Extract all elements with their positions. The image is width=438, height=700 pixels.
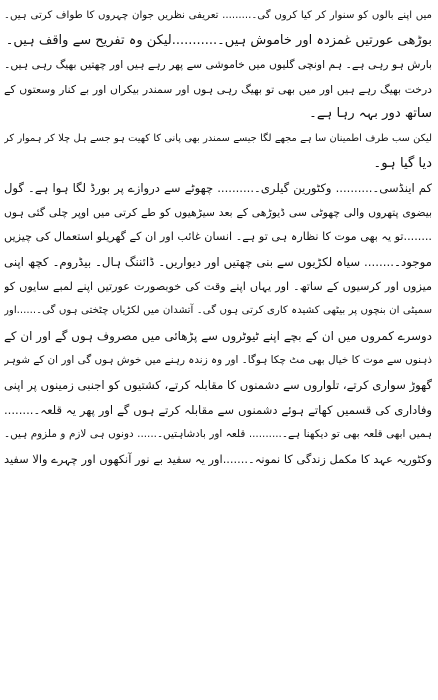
text-line: وفاداری کی قسمیں کھاتے ہوئے دشمنوں سے مقابلہ کرتے ہوں گے اور پھر یہ قلعہ۔........ <box>4 402 432 417</box>
text-line: ذہنوں سے موت کا خیال بھی مٹ چکا ہوگا۔ اور وہ زندہ رہنے میں خوش ہوں گی اور ان کے شوہر <box>4 354 432 367</box>
text-line: لیکن سب طرف اطمینان سا ہے مجھے لگا جیسے سمندر بھی پانی کا کھیت ہو جسے ہل چلا کر ہموار کر <box>4 132 432 144</box>
text-line: ہمیں ابھی قلعہ بھی تو دیکھنا ہے۔.......... قلعہ اور بادشاہتیں۔...... دونوں ہی لازم و ملزوم ہیں۔ <box>4 428 432 441</box>
text-line: دوسرے کمروں میں ان کے بچے اپنے ٹیوٹروں سے پڑھائی میں مصروف ہوں گے اور ان کے <box>4 328 432 343</box>
text-line: گھوڑ سواری کرتے، تلواروں سے دشمنوں کا مقابلہ کرتے، کشتیوں کو اجنبی زمینوں پر اپنی <box>4 377 432 392</box>
text-line: میں اپنے بالوں کو سنوار کر کیا کروں گی۔......... تعریفی نظریں جوان چہروں کا طواف کرتی ہیں۔ <box>4 10 432 21</box>
text-line: موجود۔........ سیاہ لکڑیوں سے بنی چھتیں اور دیواریں۔ ڈائننگ ہال۔ بیڈروم۔ کچھ اپنی <box>4 254 432 269</box>
text-line: دیا گیا ہو۔ <box>373 155 432 171</box>
text-line: بارش ہو رہی ہے۔ ہم اونچی گلیوں میں خاموشی سے پھر رہے ہیں اور چھتیں بھیگ رہی ہیں۔ <box>4 58 432 72</box>
text-line: میزوں اور کرسیوں کے ساتھ۔ اور یہاں اپنے وقت کی خوبصورت عورتیں اپنے لمبے سایوں کو <box>4 279 432 293</box>
text-line: ساتھ دور بہہ رہا ہے۔ <box>309 106 432 122</box>
text-line: وکٹوریہ عہد کا مکمل زندگی کا نمونہ۔.......اور یہ سفید بے نور آنکھوں اور چہرے والا سفید <box>4 451 432 466</box>
text-line: ........تو یہ بھی موت کا نظارہ ہی تو ہے۔ انسان غائب اور ان کے گھریلو استعمال کی چیزیں <box>4 230 432 244</box>
text-line: بوڑھی عورتیں غمزدہ اور خاموش ہیں۔...........لیکن وہ تفریح سے واقف ہیں۔ <box>5 32 432 48</box>
text-line: بیضوی پتھروں والی چھوٹی سی ڈیوڑھی کے بعد سیڑھیوں کو طے کرتی میں اوپر چلی گئی ہوں <box>4 205 432 219</box>
text-line: درخت بھیگ رہے ہیں اور میں بھی تو بھیگ رہی ہوں اور سمندر بیکراں اور بے کنار وسعتوں کے <box>4 82 432 96</box>
text-line: سمیٹی ان بنچوں پر بیٹھی کشیدہ کاری کرتی ہوں گی۔ آتشدان میں لکڑیاں چٹختی ہوں گی۔......اور <box>4 305 432 317</box>
text-line: کم اینڈسی۔.......... وکٹورین گیلری۔.......... چھوٹے سے دروازے پر بورڈ لگا ہوا ہے۔ گول <box>4 181 432 196</box>
